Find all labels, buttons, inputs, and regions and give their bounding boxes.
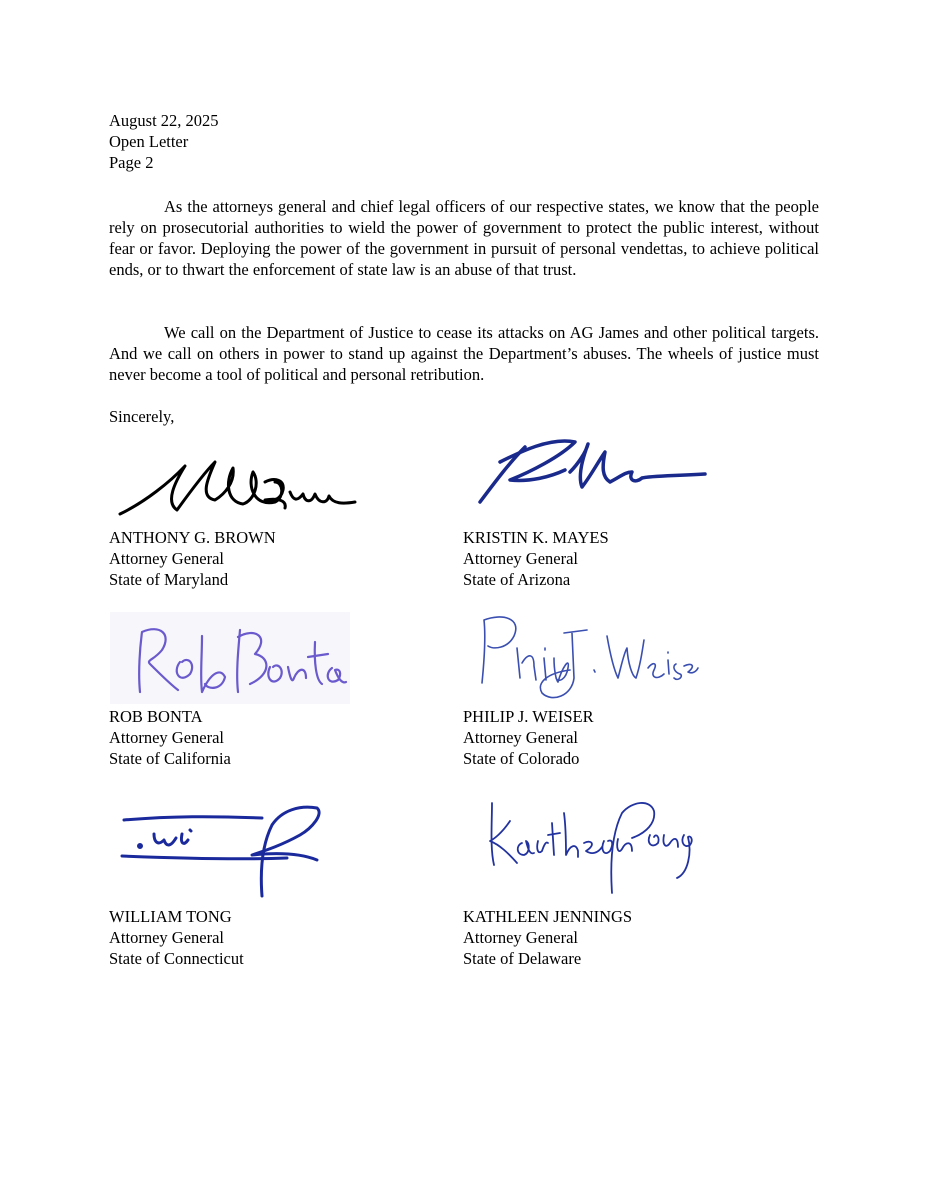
signatory-block-bonta — [109, 706, 231, 769]
signatory-title: Attorney General — [463, 549, 578, 568]
signature-mayes — [470, 432, 715, 512]
signatory-block-tong — [109, 906, 244, 969]
letter-type: Open Letter — [109, 132, 189, 151]
signatory-title: Attorney General — [109, 728, 224, 747]
closing: Sincerely, — [109, 407, 175, 426]
signatory-state: State of Arizona — [463, 570, 571, 589]
page-number: Page 2 — [109, 153, 154, 172]
signatory-state: State of Delaware — [463, 949, 582, 968]
signatory-title: Attorney General — [109, 928, 224, 947]
signatory-block-jennings — [463, 906, 632, 969]
signatory-block-mayes — [463, 527, 609, 590]
signatory-name: PHILIP J. WEISER — [463, 707, 594, 726]
signatory-title: Attorney General — [463, 928, 578, 947]
signatory-state: State of Connecticut — [109, 949, 244, 968]
signature-brown — [115, 452, 360, 522]
letter-date: August 22, 2025 — [109, 111, 219, 130]
signatory-block-weiser — [463, 706, 594, 769]
signatory-name: KATHLEEN JENNINGS — [463, 907, 633, 926]
signature-bonta — [110, 612, 350, 704]
signatory-title: Attorney General — [109, 549, 224, 568]
signatory-name: ANTHONY G. BROWN — [109, 528, 276, 547]
body-paragraph-1: As the attorneys general and chief legal officers of our respective states, we know that the people rely on prosecutorial authorities to wield the power of government to protect the public interest, without fear or favor. Deploying the power of the government in pursuit of personal vendettas, to achieve political ends, or to thwart the enforcement of state law is an abuse of that trust. — [109, 197, 819, 279]
signature-weiser — [462, 608, 702, 706]
signatory-name: ROB BONTA — [109, 707, 203, 726]
body-paragraph-2: We call on the Department of Justice to cease its attacks on AG James and other political targets. And we call on others in power to stand up against the Department’s abuses. The wheels of justice must never become a tool of political and personal retribution. — [109, 323, 819, 384]
signatory-title: Attorney General — [463, 728, 578, 747]
signatory-block-brown — [109, 527, 276, 590]
signatory-name: KRISTIN K. MAYES — [463, 528, 609, 547]
signatory-state: State of Colorado — [463, 749, 580, 768]
signatory-state: State of California — [109, 749, 231, 768]
signatory-name: WILLIAM TONG — [109, 907, 232, 926]
signature-tong — [112, 800, 327, 900]
signatory-state: State of Maryland — [109, 570, 229, 589]
signature-jennings — [472, 793, 702, 903]
